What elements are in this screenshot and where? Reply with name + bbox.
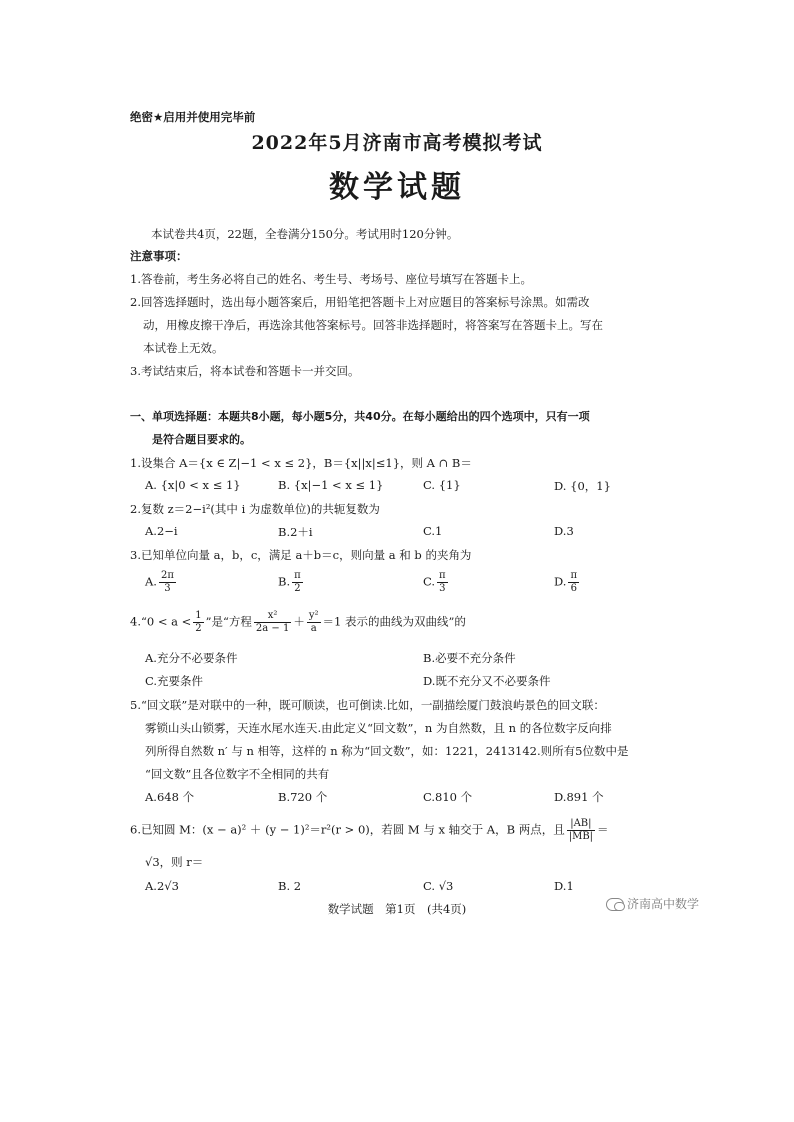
question-1-option-b: B. {x|−1 < x ≤ 1} bbox=[278, 478, 384, 492]
question-1-option-d: D. {0，1} bbox=[554, 479, 611, 493]
question-2-option-b: B.2＋i bbox=[278, 525, 313, 539]
question-3-option-d bbox=[554, 570, 581, 595]
question-6-option-b: B. 2 bbox=[278, 879, 302, 893]
confidential-mark: 绝密★启用并使用完毕前 bbox=[130, 110, 256, 124]
watermark bbox=[606, 895, 699, 912]
note-item-1: 1.答卷前，考生务必将自己的姓名、考生号、考场号、座位号填写在答题卡上。 bbox=[130, 272, 532, 286]
question-5-option-b: B.720 个 bbox=[278, 790, 328, 804]
denominator: 3 bbox=[439, 583, 446, 594]
question-6-option-c: C. √3 bbox=[423, 879, 454, 893]
question-6-option-d: D.1 bbox=[554, 879, 574, 893]
fraction bbox=[159, 570, 176, 595]
option-label: A. bbox=[145, 574, 157, 589]
section-heading-line-2: 是符合题目要求的。 bbox=[152, 433, 251, 446]
exam-title: 2022年5月济南市高考模拟考试 bbox=[251, 132, 543, 154]
question-4-option-c: C.充要条件 bbox=[145, 674, 204, 688]
numerator: 1 bbox=[195, 610, 202, 621]
question-2-option-a: A.2−i bbox=[145, 524, 178, 538]
question-5-line-3: 列所得自然数 n′ 与 n 相等，这样的 n 称为“回文数”，如：1221，2413142.则所有5位数中是 bbox=[145, 744, 629, 758]
question-3-option-b bbox=[278, 570, 305, 595]
numerator: π bbox=[570, 570, 578, 581]
question-5-option-a: A.648 个 bbox=[145, 790, 195, 804]
question-4-option-d: D.既不充分又不必要条件 bbox=[423, 674, 551, 688]
fraction bbox=[307, 610, 321, 635]
numerator: y² bbox=[308, 610, 319, 621]
option-label: D. bbox=[554, 574, 567, 589]
numerator: π bbox=[294, 570, 301, 581]
notes-heading: 注意事项： bbox=[130, 249, 188, 263]
question-5-line-4: “回文数”且各位数字不全相同的共有 bbox=[145, 767, 330, 781]
question-5-option-d: D.891 个 bbox=[554, 790, 604, 804]
note-item-2-line-2: 动，用橡皮擦干净后，再选涂其他答案标号。回答非选择题时，将答案写在答题卡上。写在 bbox=[143, 318, 603, 332]
question-5-option-c: C.810 个 bbox=[423, 790, 473, 804]
intro-text: 本试卷共4页，22题，全卷满分150分。考试用时120分钟。 bbox=[151, 227, 459, 241]
question-2-stem: 2.复数 z＝2−i²(其中 i 为虚数单位)的共轭复数为 bbox=[130, 502, 380, 516]
numerator: 2π bbox=[160, 570, 174, 581]
question-3-option-a bbox=[145, 570, 178, 595]
watermark-text: 济南高中数学 bbox=[627, 897, 700, 911]
stem-part: ＝1 表示的曲线为双曲线”的 bbox=[322, 614, 466, 629]
denominator: 2 bbox=[294, 583, 301, 594]
fraction bbox=[254, 610, 291, 635]
numerator: π bbox=[439, 570, 446, 581]
question-3-option-c bbox=[423, 570, 450, 595]
note-item-2-line-3: 本试卷上无效。 bbox=[143, 341, 224, 355]
denominator: 6 bbox=[570, 583, 577, 594]
question-1-option-a: A. {x|0 < x ≤ 1} bbox=[145, 478, 241, 492]
fraction bbox=[437, 570, 448, 595]
stem-part: ＝ bbox=[597, 822, 609, 837]
question-4-option-a: A.充分不必要条件 bbox=[145, 651, 238, 665]
numerator: x² bbox=[254, 610, 291, 623]
note-item-3: 3.考试结束后，将本试卷和答题卡一并交回。 bbox=[130, 364, 360, 378]
page-footer: 数学试题 第1页 (共4页) bbox=[327, 902, 467, 916]
stem-part: ＋ bbox=[293, 614, 305, 629]
question-2-option-d: D.3 bbox=[554, 524, 574, 538]
question-5-line-1: 5.“回文联”是对联中的一种，既可顺读，也可倒读.比如，一副描绘厦门鼓浪屿景色的回文联： bbox=[130, 698, 605, 712]
question-5-line-2: 雾锁山头山锁雾，天连水尾水连天.由此定义“回文数”，n 为自然数，且 n 的各位数字反向排 bbox=[145, 721, 612, 735]
denominator: 2 bbox=[195, 623, 202, 634]
question-3-stem: 3.已知单位向量 a，b，c，满足 a＋b＝c，则向量 a 和 b 的夹角为 bbox=[130, 548, 472, 562]
fraction bbox=[193, 610, 203, 635]
fraction bbox=[568, 570, 579, 595]
option-label: C. bbox=[423, 574, 436, 589]
numerator: |AB| bbox=[567, 818, 595, 831]
fraction bbox=[292, 570, 303, 595]
denominator: |MB| bbox=[568, 831, 594, 842]
stem-part: 4.“0 < a < bbox=[130, 614, 192, 629]
option-label: B. bbox=[278, 574, 291, 589]
stem-part: 6.已知圆 M：(x − a)² ＋ (y − 1)²＝r²(r > 0)，若圆 M 与 x 轴交于 A，B 两点，且 bbox=[130, 822, 565, 837]
fraction bbox=[567, 818, 595, 843]
subject-title: 数学试题 bbox=[329, 170, 465, 205]
question-1-stem: 1.设集合 A＝{x ∈ Z|−1 < x ≤ 2}，B＝{x||x|≤1}，则 A ∩ B＝ bbox=[130, 456, 472, 470]
question-6-line-2: √3，则 r＝ bbox=[145, 855, 204, 869]
question-2-option-c: C.1 bbox=[423, 524, 443, 538]
note-item-2-line-1: 2.回答选择题时，选出每小题答案后，用铅笔把答题卡上对应题目的答案标号涂黑。如需改 bbox=[130, 295, 590, 309]
denominator: 3 bbox=[164, 583, 171, 594]
question-4-stem bbox=[130, 610, 466, 635]
denominator: 2a − 1 bbox=[255, 623, 290, 634]
question-4-option-b: B.必要不充分条件 bbox=[423, 651, 516, 665]
question-6-option-a: A.2√3 bbox=[145, 879, 179, 893]
denominator: a bbox=[310, 623, 317, 634]
section-heading-line-1: 一、单项选择题：本题共8小题，每小题5分，共40分。在每小题给出的四个选项中，只有一项 bbox=[130, 410, 590, 423]
stem-part: ”是“方程 bbox=[205, 614, 252, 629]
question-1-option-c: C. {1} bbox=[423, 478, 461, 492]
wechat-icon bbox=[606, 898, 624, 911]
question-6-line-1 bbox=[130, 818, 609, 843]
